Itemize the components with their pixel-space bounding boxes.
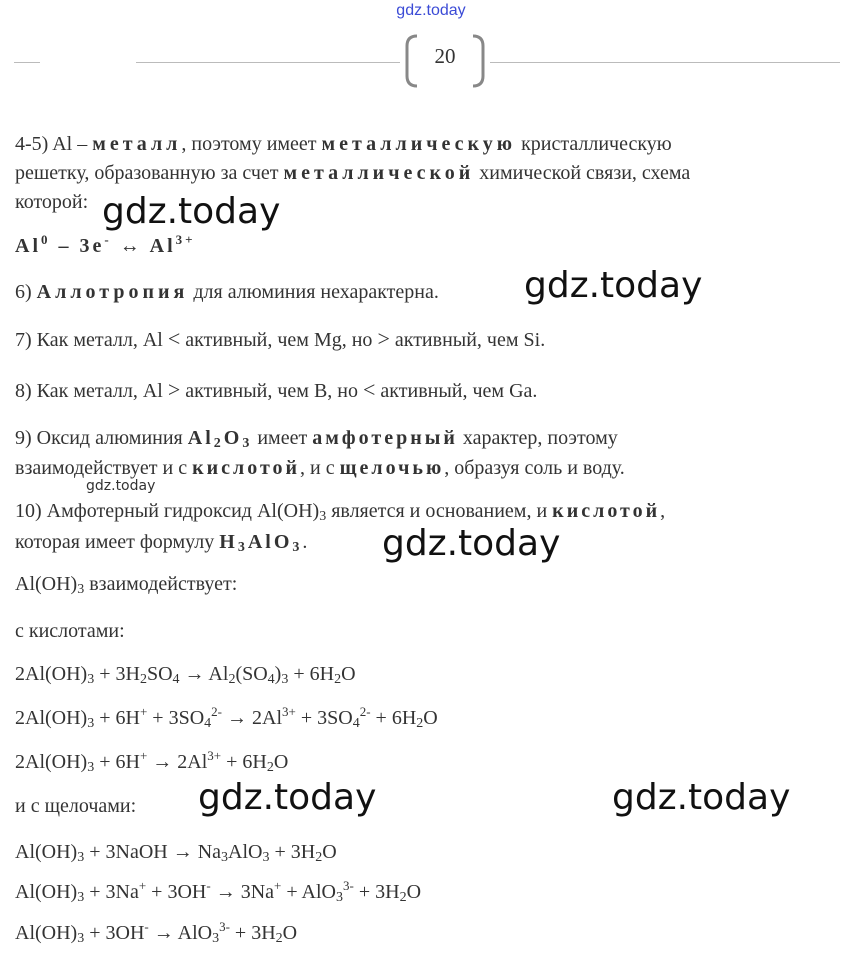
watermark: gdz.today — [382, 523, 561, 564]
para-7-text-2: активный, чем Mg, но — [180, 329, 378, 351]
para-6-number: 6) — [15, 281, 37, 303]
para-8-op-1: > — [167, 377, 181, 402]
eq-al: Al — [15, 235, 41, 257]
equation-acid-full-ionic: $2Al(OH)_3 + 6H^+ + 3SO_4^{2-} \to 2Al^{3+} + 3SO_4^{2-} + 6H_2O$ — [15, 704, 438, 731]
watermark: gdz.today — [198, 777, 377, 818]
para-4-5-text-2: кристаллическую — [516, 133, 672, 155]
para-10-text-4: которая имеет формулу — [15, 531, 220, 553]
para-4-5-text-4: химической связи, схема — [474, 162, 691, 184]
para-7-op-2: > — [377, 326, 390, 351]
formula-al2o3 — [188, 427, 253, 449]
header-rule-right — [490, 62, 840, 63]
formula-h3alo3-alo: AlO — [247, 531, 293, 553]
term-amphoteric: амфотерный — [312, 427, 458, 449]
equation-alkali-molecular: $Al(OH)_3$ + 3NaOH → $Na_3AlO_3 + 3H_2O$ — [15, 841, 337, 865]
para-4-5-text-3: решетку, образованную за счет — [15, 162, 284, 184]
para-7 — [15, 327, 545, 352]
para-8 — [15, 378, 537, 403]
para-10-line-1 — [15, 499, 665, 523]
term-metal: металл — [92, 133, 182, 155]
para-9-line-1 — [15, 426, 618, 450]
reactions-intro — [15, 572, 237, 596]
eq-electron-charge: - — [104, 232, 112, 247]
page-number-box — [405, 34, 485, 88]
formula-h3alo3 — [219, 531, 302, 553]
page-number: 20 — [434, 44, 456, 68]
para-7-op-1: < — [167, 326, 181, 351]
formula-al2o3-sub-1: 2 — [213, 436, 224, 451]
formula-al2o3-o: O — [223, 427, 243, 449]
equation-al-ionization — [15, 234, 196, 258]
para-4-5-text-5: которой: — [15, 191, 89, 213]
para-9-text-1: 9) Оксид алюминия — [15, 427, 188, 449]
para-8-text-1: 8) Как металл, Al — [15, 380, 168, 402]
equation-acid-molecular: $2Al(OH)_3 + 3H_2SO_4 \to Al_2(SO_4)_3 + 6H_2O$ — [15, 663, 356, 687]
with-alkalis-label: и с щелочами: — [15, 795, 137, 817]
para-9-text-4: взаимодействует и с — [15, 457, 193, 479]
equation-alkali-short-ionic: $Al(OH)_3 + 3OH^- \to AlO_3^{3-} + 3H_2O$ — [15, 919, 298, 946]
term-alkali: щелочью — [339, 457, 445, 479]
term-metallic: металлическую — [321, 133, 517, 155]
para-10-line-2 — [15, 530, 307, 554]
para-4-5-line-1 — [15, 132, 672, 156]
para-8-text-2: активный, чем B, но — [180, 380, 363, 402]
para-4-5-line-2 — [15, 161, 690, 185]
formula-h3alo3-sub-2: 3 — [292, 540, 303, 555]
para-9-text-3: характер, поэтому — [457, 427, 618, 449]
formula-h3alo3-h: H — [219, 531, 238, 553]
para-4-5-number: 4-5) Al – — [15, 133, 93, 155]
para-9-text-5: , и с — [300, 457, 340, 479]
para-10-text-3: , — [660, 500, 666, 522]
eq-electrons: – 3e — [50, 235, 105, 257]
watermark: gdz.today — [102, 191, 281, 232]
formula-al2o3-al: Al — [187, 427, 214, 449]
para-9-line-2 — [15, 456, 625, 480]
reactions-intro-formula: Al(OH) — [15, 573, 78, 595]
watermark: gdz.today — [524, 265, 703, 306]
header-rule-left-short — [14, 62, 40, 63]
header-rule-left — [136, 62, 400, 63]
para-8-text-3: активный, чем Ga. — [375, 380, 538, 402]
reactions-intro-text: взаимодействует: — [84, 573, 238, 595]
para-7-text-1: 7) Как металл, Al — [15, 329, 168, 351]
term-metallic-bond: металлической — [283, 162, 475, 184]
top-watermark: gdz.today — [396, 2, 466, 19]
term-acid: кислотой — [192, 457, 301, 479]
para-10-sub-1: 3 — [319, 509, 327, 524]
equation-acid-short-ionic: $2Al(OH)_3 + 6H^+ \to 2Al^{3+} + 6H_2O$ — [15, 748, 289, 775]
watermark: gdz.today — [612, 777, 791, 818]
formula-h3alo3-sub-1: 3 — [237, 540, 248, 555]
eq-arrow-al: ↔ Al — [111, 235, 176, 257]
term-allotropy: Аллотропия — [36, 281, 189, 303]
eq-al-ion-charge: 3+ — [175, 232, 196, 247]
para-10-text-2: является и основанием, и — [326, 500, 553, 522]
para-10-text-5: . — [302, 531, 308, 553]
term-acid-2: кислотой — [552, 500, 661, 522]
para-9-text-2: имеет — [252, 427, 313, 449]
para-6-text: для алюминия нехарактерна. — [188, 281, 439, 303]
equation-alkali-full-ionic: $Al(OH)_3 + 3Na^+ + 3OH^- \to 3Na^+ + AlO_3^{3-} + 3H_2O$ — [15, 878, 422, 905]
para-4-5-line-3 — [15, 190, 88, 214]
para-4-5-text-1: , поэтому имеет — [181, 133, 322, 155]
eq-al-charge: 0 — [41, 232, 51, 247]
reactions-intro-sub: 3 — [77, 582, 85, 597]
para-7-text-3: активный, чем Si. — [389, 329, 546, 351]
para-10-text-1: 10) Амфотерный гидроксид Al(OH) — [15, 500, 320, 522]
para-9-text-6: , образуя соль и воду. — [444, 457, 625, 479]
para-8-op-2: < — [363, 377, 376, 402]
para-6 — [15, 280, 439, 304]
with-acids-label: с кислотами: — [15, 620, 125, 642]
watermark-small: gdz.today — [86, 478, 156, 494]
formula-al2o3-sub-2: 3 — [242, 436, 253, 451]
